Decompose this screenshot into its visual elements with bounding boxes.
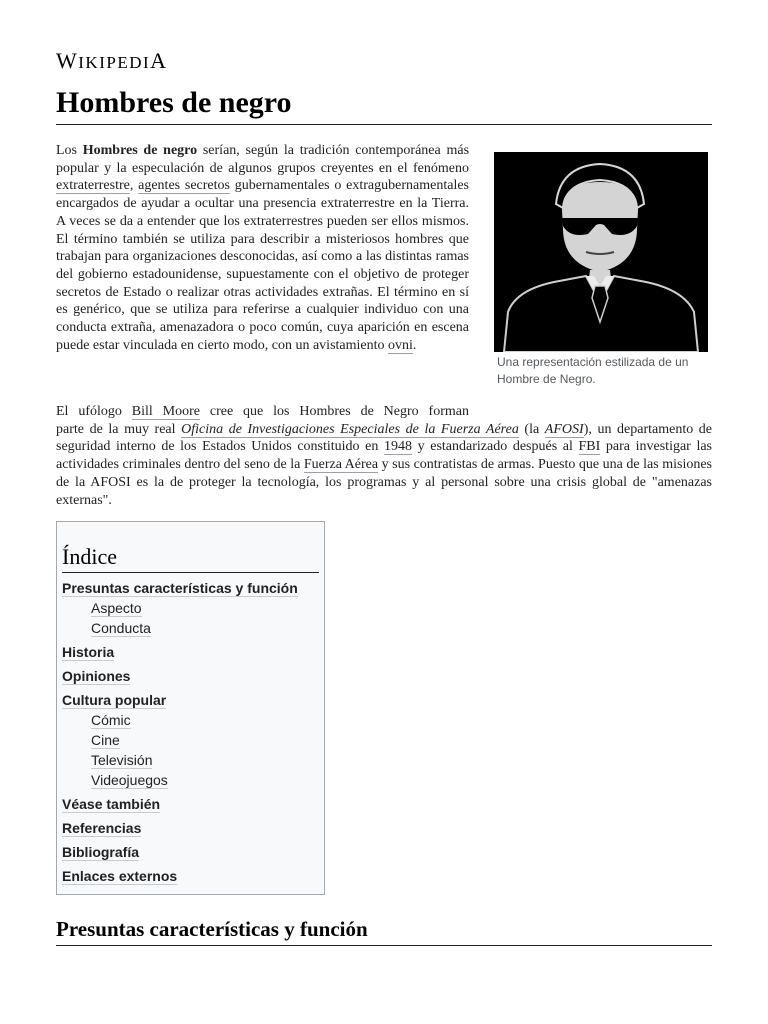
link-agentes-secretos[interactable]: agentes secretos <box>138 178 230 194</box>
page-title: Hombres de negro <box>56 86 712 125</box>
link-ovni[interactable]: ovni <box>388 337 413 353</box>
article-figure <box>494 152 708 388</box>
toc-item[interactable]: Referencias <box>62 820 142 836</box>
toc-subitem[interactable]: Cómic <box>91 712 131 728</box>
toc-title: Índice <box>62 544 319 573</box>
toc-subitem[interactable]: Videojuegos <box>91 772 168 788</box>
toc-item[interactable]: Historia <box>62 644 115 660</box>
link-extraterrestre[interactable]: extraterrestre <box>56 178 130 194</box>
link-fuerza-aerea[interactable]: Fuerza Aérea <box>303 457 379 473</box>
second-paragraph: El ufólogo Bill Moore cree que los Hombres de Negro forman parte de la muy real Oficina de Investigaciones Especiales de la Fuerza Aérea (la AFOSI), un departamento de seguridad interno de los Estados Unidos constituido en 1948 y estandarizado después al FBI para investigar las actividades criminales dentro del seno de la Fuerza Aérea y sus contratistas de armas. Puesto que una de las misiones de la AFOSI es la de proteger la tecnología, los programas y al personal sobre una crisis global de "amenazas externas". <box>56 404 713 508</box>
term-bold: Hombres de negro <box>82 143 198 158</box>
section-heading: Presuntas características y función <box>56 917 712 946</box>
link-bill-moore[interactable]: Bill Moore <box>131 404 200 419</box>
man-in-black-image[interactable] <box>494 152 708 352</box>
toc-item[interactable]: Enlaces externos <box>62 868 178 884</box>
toc-subitem[interactable]: Televisión <box>91 752 153 768</box>
table-of-contents <box>56 521 325 895</box>
link-afosi[interactable]: AFOSI <box>544 421 584 437</box>
toc-subitem[interactable]: Conducta <box>91 620 151 636</box>
toc-item[interactable]: Cultura popular <box>62 692 167 708</box>
toc-item[interactable]: Presuntas características y función <box>62 580 298 596</box>
toc-subitem[interactable]: Aspecto <box>91 600 142 616</box>
link-fbi[interactable]: FBI <box>578 439 601 455</box>
wikipedia-wordmark[interactable]: WIKIPEDIA <box>56 48 168 73</box>
intro-paragraph: Los Hombres de negro serían, según la tradición contemporánea más popular y la especulación de algunos grupos creyentes en el fenómeno extraterrestre, agentes secretos gubernamentales o extragubernamentales encargados de ayudar a ocultar una presencia extraterrestre en la Tierra. A veces se da a entender que los extraterrestres pueden ser ellos mismos. El término también se utiliza para describir a misteriosos hombres que trabajan para organizaciones desconocidas, así como a las distintas ramas del gobierno estadounidense, supuestamente con el objetivo de proteger secretos de Estado o realizar otras actividades extrañas. El término en sí es genérico, que se utiliza para referirse a cualquier individuo con una conducta extraña, amenazadora o poco común, cuya aparición en escena puede estar vinculada en cierto modo, con un avistamiento ovni. <box>56 143 470 353</box>
toc-item[interactable]: Bibliografía <box>62 844 140 860</box>
link-1948[interactable]: 1948 <box>384 439 413 455</box>
toc-item[interactable]: Véase también <box>62 796 161 812</box>
toc-item[interactable]: Opiniones <box>62 668 131 684</box>
image-caption: Una representación estilizada de un Hombre de Negro. <box>497 355 689 386</box>
toc-subitem[interactable]: Cine <box>91 732 120 748</box>
link-oficina[interactable]: Oficina de Investigaciones Especiales de la Fuerza Aérea <box>181 421 519 437</box>
